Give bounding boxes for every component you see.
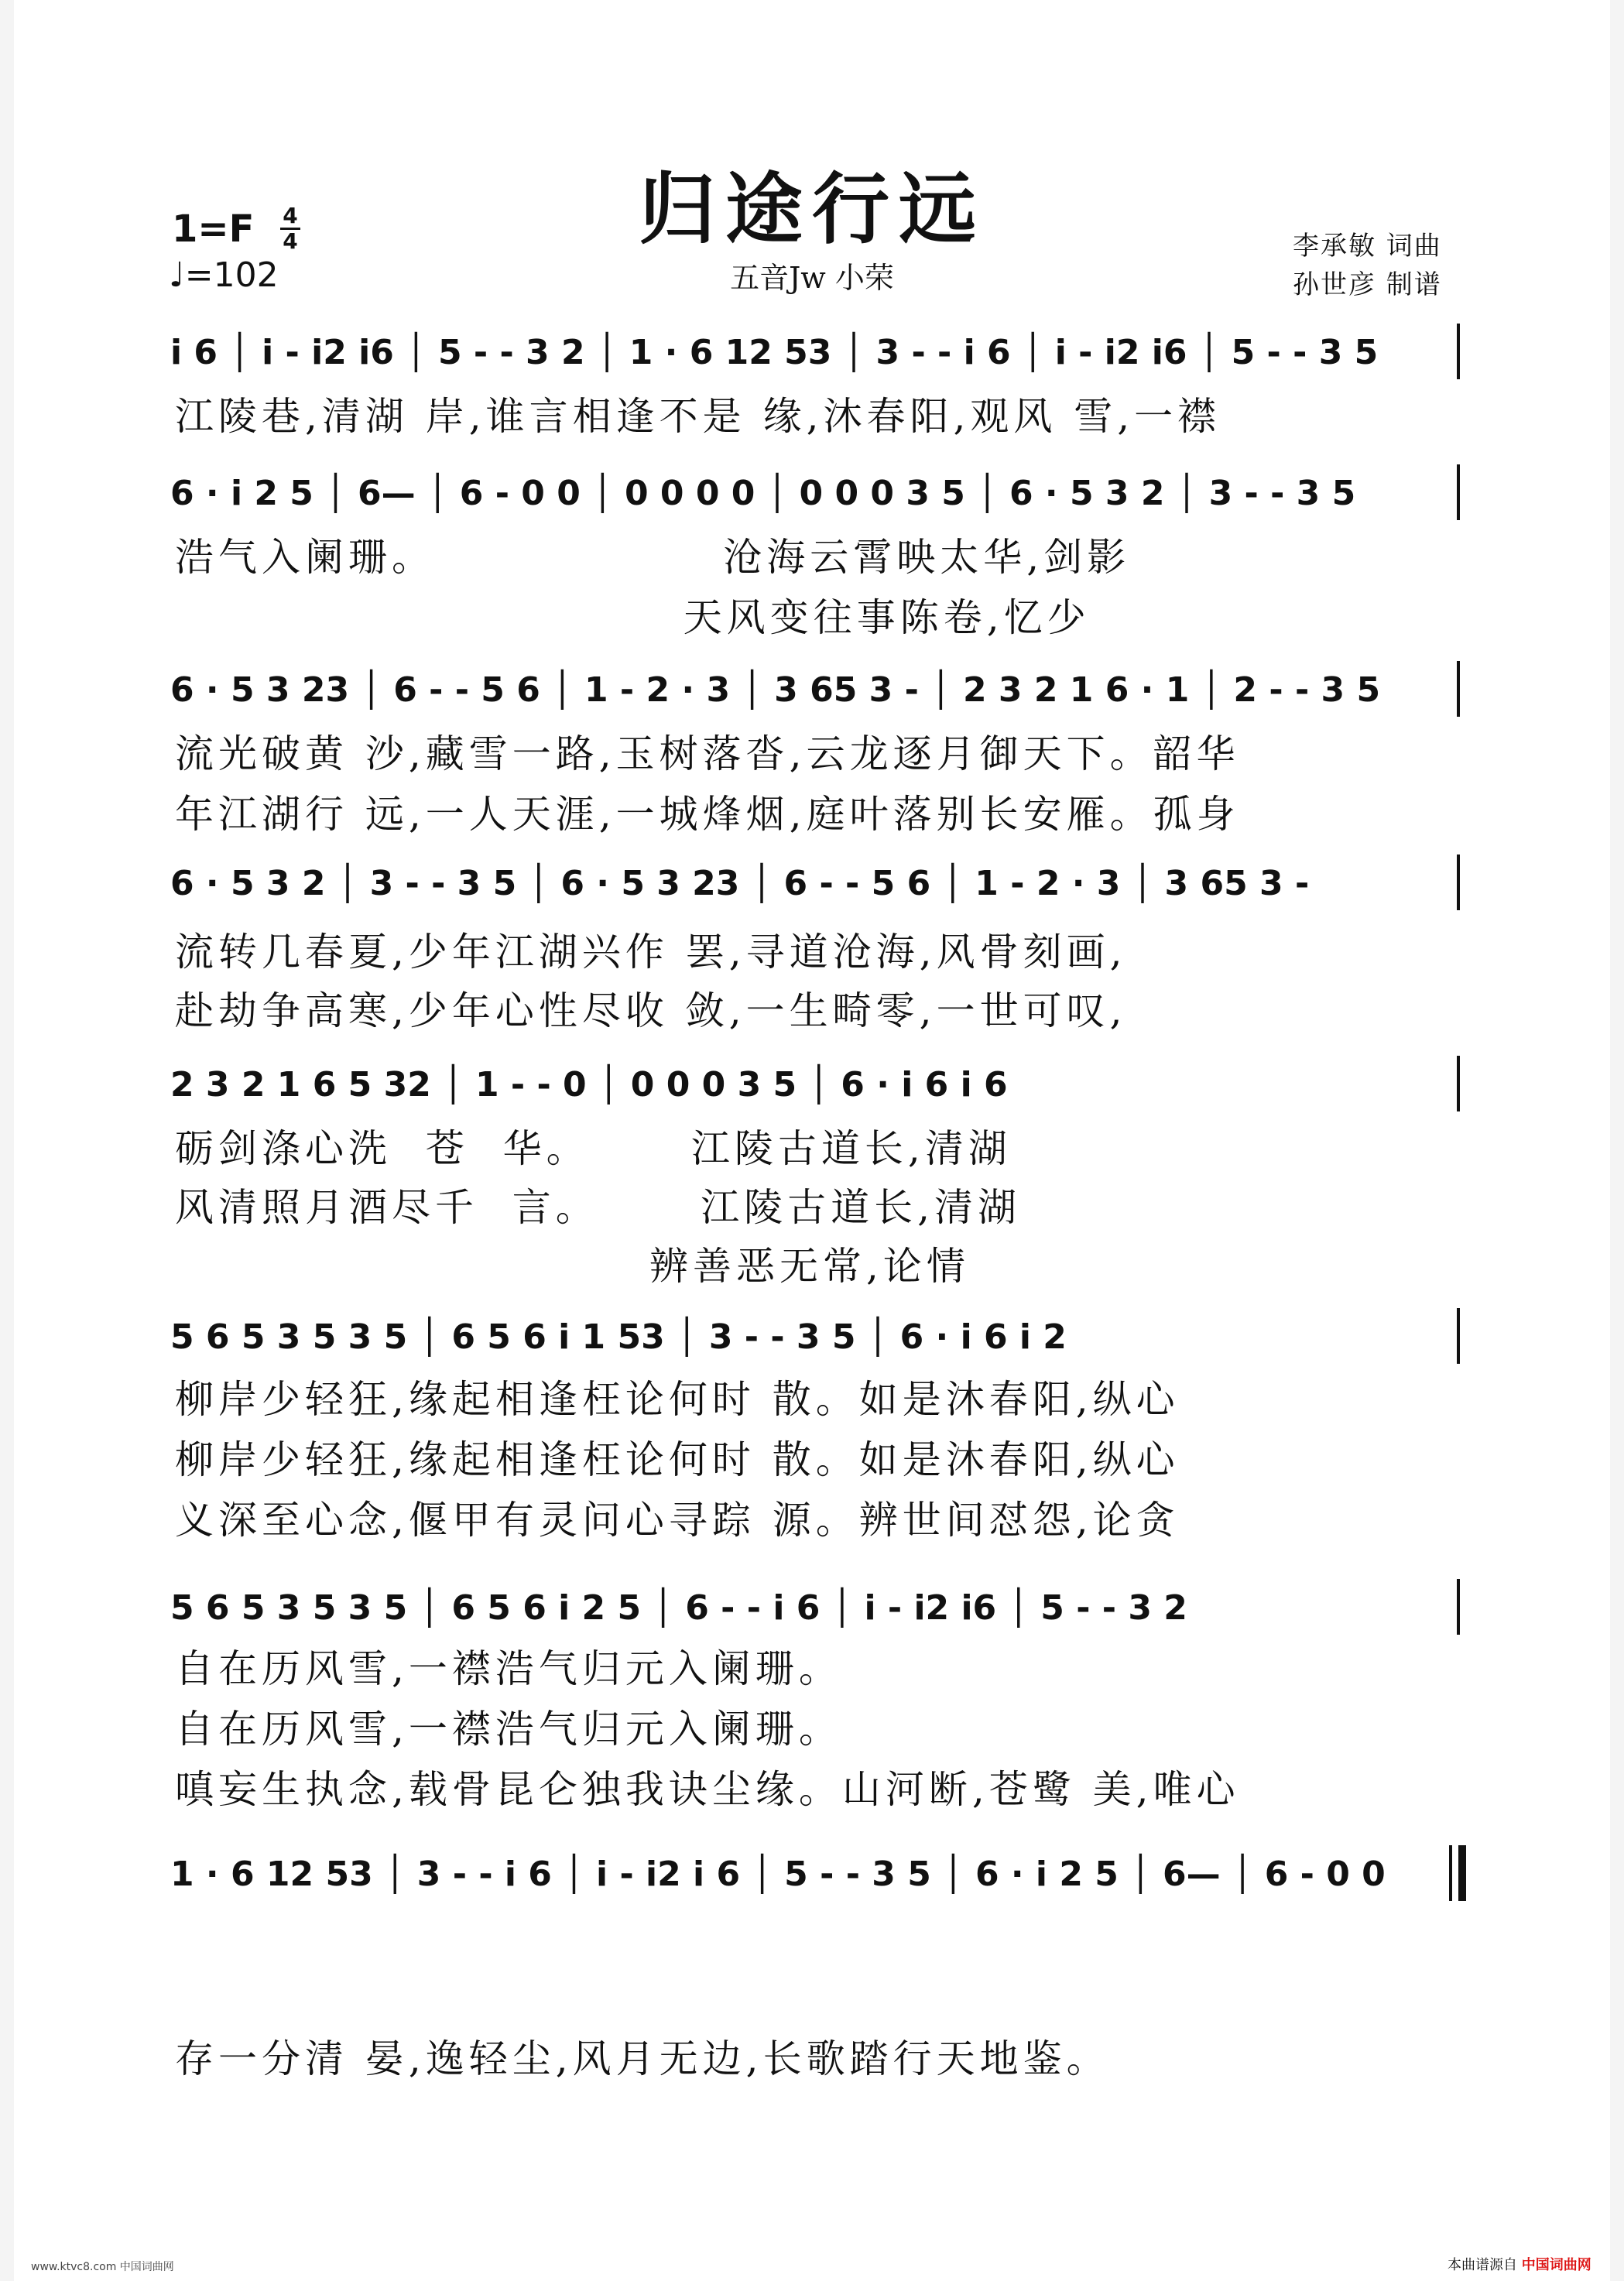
credit-transcriber: 孙世彦 制谱 [1293,269,1442,300]
footer-site-url: www.ktvc8.com 中国词曲网 [31,2261,174,2273]
barline [1457,1308,1460,1364]
barline [1457,1579,1460,1635]
notation-row-7 [170,1588,1455,1642]
page-edge-right [1610,0,1624,2281]
footer-brand: 中国词曲网 [1521,2257,1591,2273]
lyric-line-3-1: 流光破黄 沙,藏雪一路,玉树落沓,云龙逐月御天下。韶华 [175,731,1240,776]
lyric-line-4-2: 赴劫争高寒,少年心性尽收 敛,一生畸零,一世可叹, [175,988,1127,1033]
final-barline [1458,1845,1466,1901]
credit-lyrics-music: 李承敏 词曲 [1293,231,1442,262]
lyric-line-7-2: 自在历风雪,一襟浩气归元入阑珊。 [175,1707,842,1752]
footer-source [1448,2254,1591,2274]
final-lyric-line: 存一分清 晏,逸轻尘,风月无边,长歌踏行天地鉴。 [175,2036,1110,2081]
time-signature [280,204,300,253]
lyric-line-2-1: 浩气入阑珊。 沧海云霄映太华,剑影 [175,535,1131,580]
notation-line: 6 · 5 3 2 │ 3 - - 3 5 │ 6 · 5 3 23 │ 6 - - 5 6 │ 1 - 2 · 3 │ 3 65 3 - [170,864,1310,903]
lyric-line-1-1: 江陵巷,清湖 岸,谁言相逢不是 缘,沐春阳,观风 雪,一襟 [175,394,1221,439]
notation-line: 5 6 5 3 5 3 5 │ 6 5 6 i 1 53 │ 3 - - 3 5 │ 6 · i 6 i 2 [170,1317,1067,1357]
lyric-line-6-1: 柳岸少轻狂,缘起相逢枉论何时 散。如是沐春阳,纵心 [175,1377,1180,1422]
song-title: 归途行远 [639,164,985,255]
notation-row-6 [170,1317,1455,1372]
time-signature-top: 4 [283,203,298,228]
notation-line: 6 · 5 3 23 │ 6 - - 5 6 │ 1 - 2 · 3 │ 3 65 3 - │ 2 3 2 1 6 · 1 │ 2 - - 3 5 [170,670,1381,710]
footer-source-prefix: 本曲谱源自 [1448,2257,1517,2273]
lyric-line-3-2: 年江湖行 远,一人天涯,一城烽烟,庭叶落别长安雁。孤身 [175,792,1240,837]
notation-row-5 [170,1065,1455,1119]
barline [1457,855,1460,910]
lyric-line-4-1: 流转几春夏,少年江湖兴作 罢,寻道沧海,风骨刻画, [175,930,1127,974]
notation-row-8 [170,1855,1455,1909]
barline [1457,324,1460,379]
time-signature-bottom: 4 [283,228,298,254]
notation-row-4 [170,864,1455,918]
key-signature: 1=F [172,207,255,251]
barline [1457,661,1460,717]
performer-subtitle: 五音Jw 小荣 [730,261,894,295]
lyric-line-7-1: 自在历风雪,一襟浩气归元入阑珊。 [175,1646,842,1691]
notation-line: 2 3 2 1 6 5 32 │ 1 - - 0 │ 0 0 0 3 5 │ 6 · i 6 i 6 [170,1065,1008,1105]
tempo-marking: ♩=102 [169,255,279,295]
barline [1449,1845,1452,1901]
notation-line: 5 6 5 3 5 3 5 │ 6 5 6 i 2 5 │ 6 - - i 6 │ i - i2 i6 │ 5 - - 3 2 [170,1588,1187,1628]
lyric-line-2-2: 天风变往事陈卷,忆少 [175,595,1091,640]
barline [1457,1056,1460,1111]
notation-row-3 [170,670,1455,724]
notation-line: 1 · 6 12 53 │ 3 - - i 6 │ i - i2 i 6 │ 5 - - 3 5 │ 6 · i 2 5 │ 6— │ 6 - 0 0 [170,1855,1386,1894]
notation-row-2 [170,474,1455,528]
lyric-line-7-3: 嗔妄生执念,载骨昆仑独我诀尘缘。山河断,苍鹭 美,唯心 [175,1767,1240,1812]
barline [1457,464,1460,520]
notation-line: i 6 │ i - i2 i6 │ 5 - - 3 2 │ 1 · 6 12 53 │ 3 - - i 6 │ i - i2 i6 │ 5 - - 3 5 [170,333,1379,372]
notation-line: 6 · i 2 5 │ 6— │ 6 - 0 0 │ 0 0 0 0 │ 0 0 0 3 5 │ 6 · 5 3 2 │ 3 - - 3 5 [170,474,1356,513]
lyric-line-5-3: 辨善恶无常,论情 [175,1244,970,1289]
notation-row-1 [170,333,1455,387]
lyric-line-5-2: 风清照月酒尽千 言。 江陵古道长,清湖 [175,1185,1022,1230]
lyric-line-5-1: 砺剑涤心洗 苍 华。 江陵古道长,清湖 [175,1126,1012,1171]
lyric-line-6-2: 柳岸少轻狂,缘起相逢枉论何时 散。如是沐春阳,纵心 [175,1437,1180,1482]
page-edge-left [0,0,14,2281]
lyric-line-6-3: 义深至心念,偃甲有灵问心寻踪 源。辨世间怼怨,论贪 [175,1498,1180,1543]
